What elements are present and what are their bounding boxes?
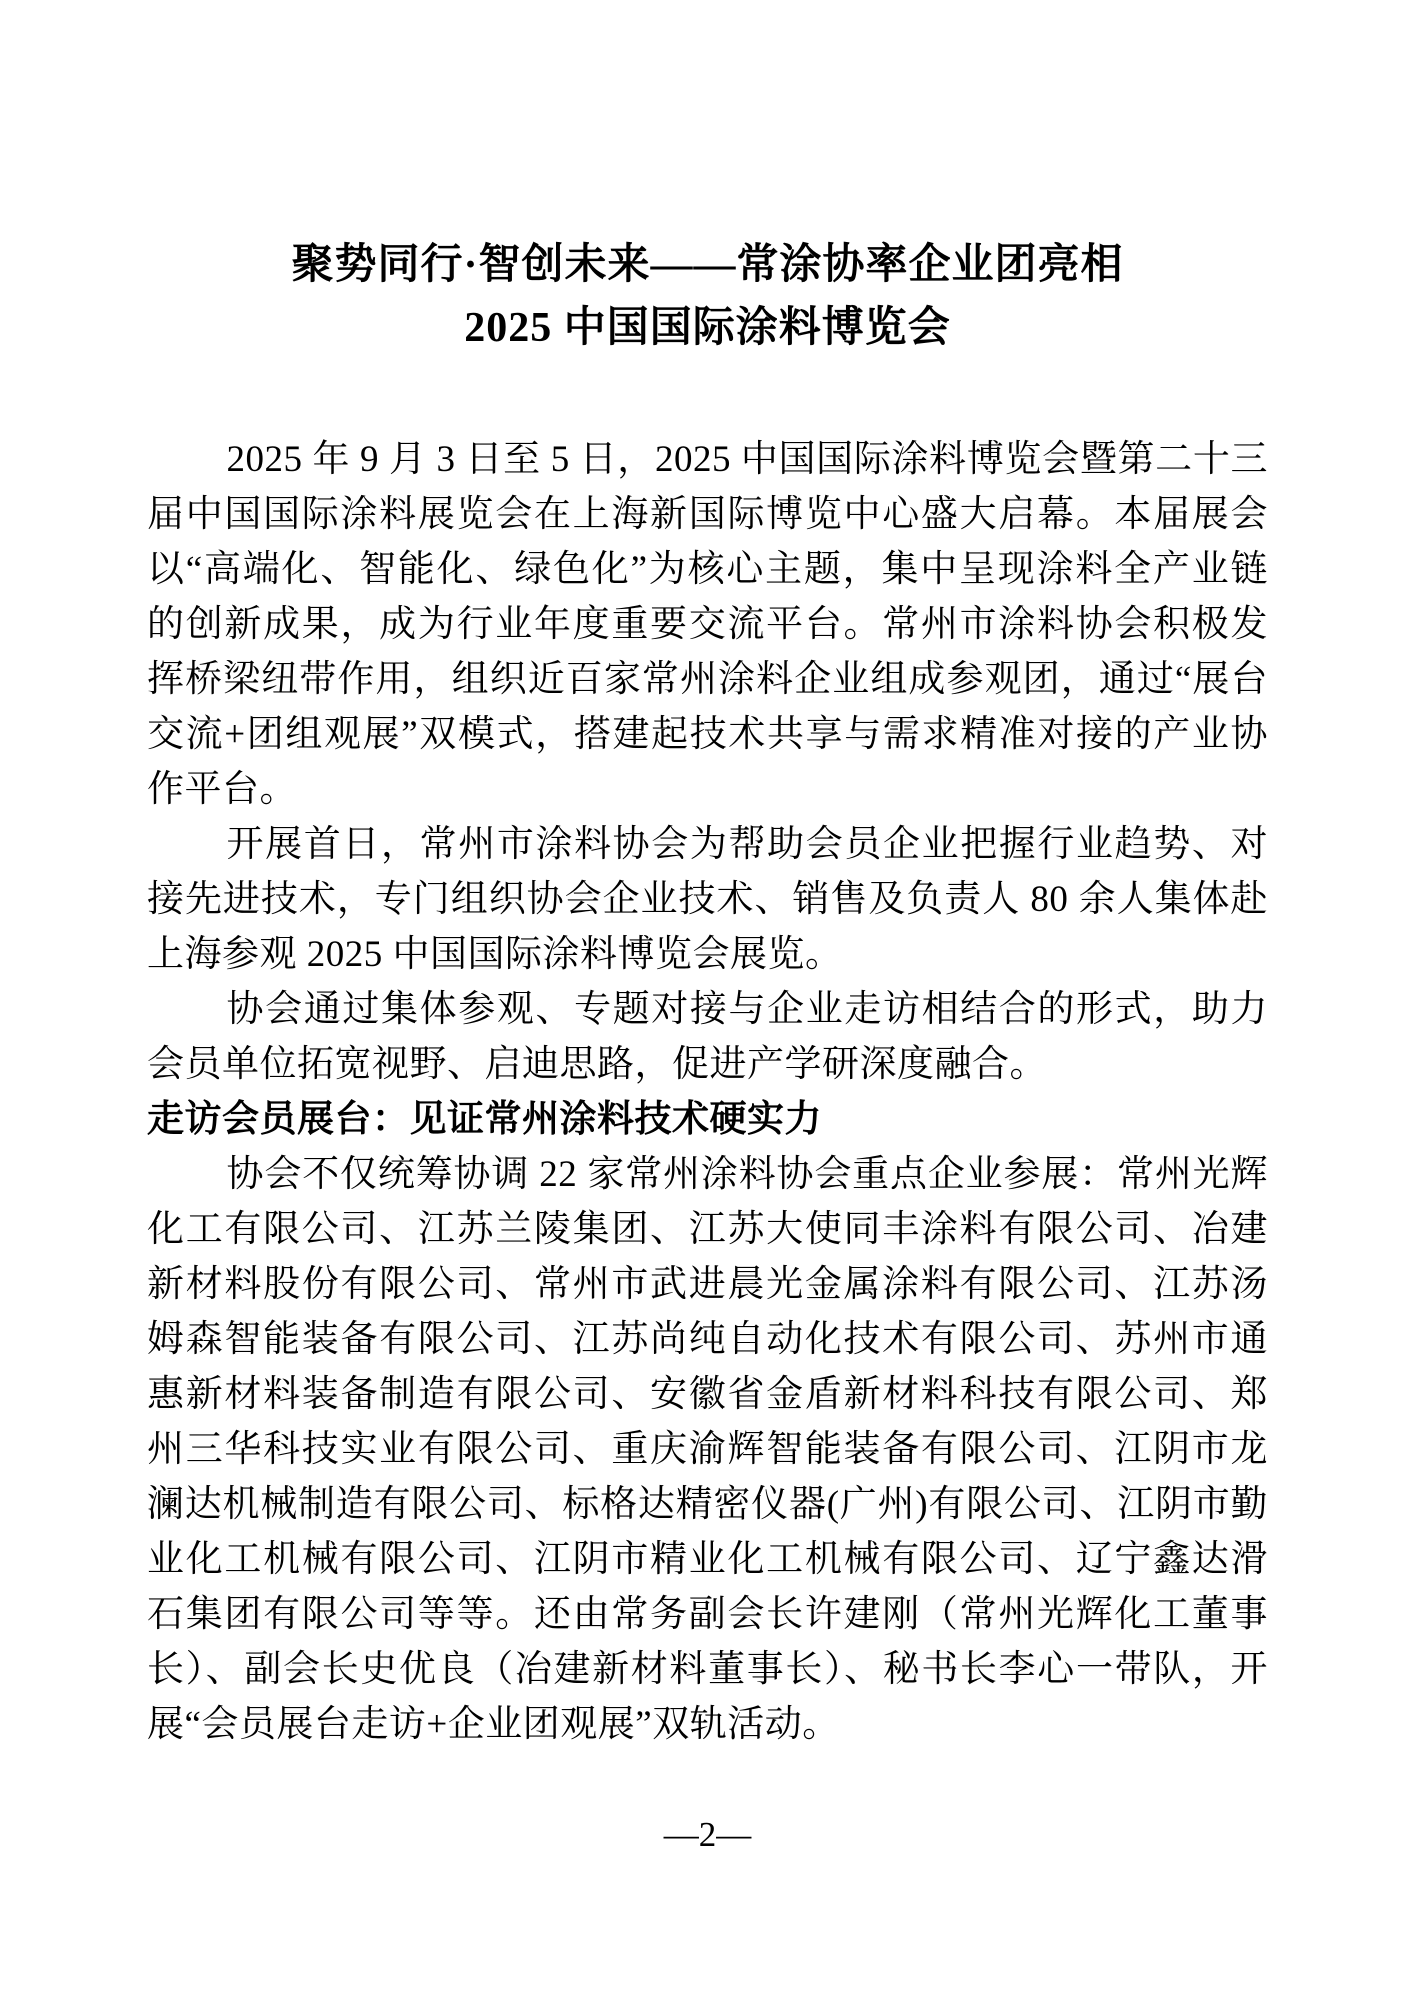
paragraph-association-format: 协会通过集体参观、专题对接与企业走访相结合的形式，助力会员单位拓宽视野、启迪思路，促进产学研深度融合。: [147, 989, 1268, 1085]
document-title-line-1: 聚势同行·智创未来——常涂协率企业团亮相: [291, 242, 1124, 288]
paragraph-member-companies: 协会不仅统筹协调 22 家常州涂料协会重点企业参展：常州光辉化工有限公司、江苏兰陵集团、江苏大使同丰涂料有限公司、冶建新材料股份有限公司、常州市武进晨光金属涂料有限公司、江苏汤姆森智能装备有限公司、江苏尚纯自动化技术有限公司、苏州市通惠新材料装备制造有限公司、安徽省金盾新材料科技有限公司、郑州三华科技实业有限公司、重庆渝辉智能装备有限公司、江阴市龙澜达机械制造有限公司、标格达精密仪器(广州)有限公司、江阴市勤业化工机械有限公司、江阴市精业化工机械有限公司、辽宁鑫达滑石集团有限公司等等。还由常务副会长许建刚（常州光辉化工董事长）、副会长史优良（冶建新材料董事长）、秘书长李心一带队，开展“会员展台走访+企业团观展”双轨活动。: [147, 1154, 1268, 1745]
document-title: [147, 234, 1268, 360]
page-footer: [0, 1815, 1415, 1855]
paragraph-first-day-visit: 开展首日，常州市涂料协会为帮助会员企业把握行业趋势、对接先进技术，专门组织协会企业技术、销售及负责人 80 余人集体赴上海参观 2025 中国国际涂料博览会展览。: [147, 824, 1268, 975]
paragraph-exhibition-opening: 2025 年 9 月 3 日至 5 日，2025 中国国际涂料博览会暨第二十三届中国国际涂料展览会在上海新国际博览中心盛大启幕。本届展会以“高端化、智能化、绿色化”为核心主题，集中呈现涂料全产业链的创新成果，成为行业年度重要交流平台。常州市涂料协会积极发挥桥梁纽带作用，组织近百家常州涂料企业组成参观团，通过“展台交流+团组观展”双模式，搭建起技术共享与需求精准对接的产业协作平台。: [147, 439, 1268, 810]
page-number: —2—: [663, 1815, 752, 1854]
section-heading-member-booths: 走访会员展台：见证常州涂料技术硬实力: [147, 1099, 822, 1140]
document-title-line-2: 2025 中国国际涂料博览会: [464, 305, 951, 351]
page-content: [0, 234, 1415, 1752]
document-body: [147, 432, 1268, 1752]
